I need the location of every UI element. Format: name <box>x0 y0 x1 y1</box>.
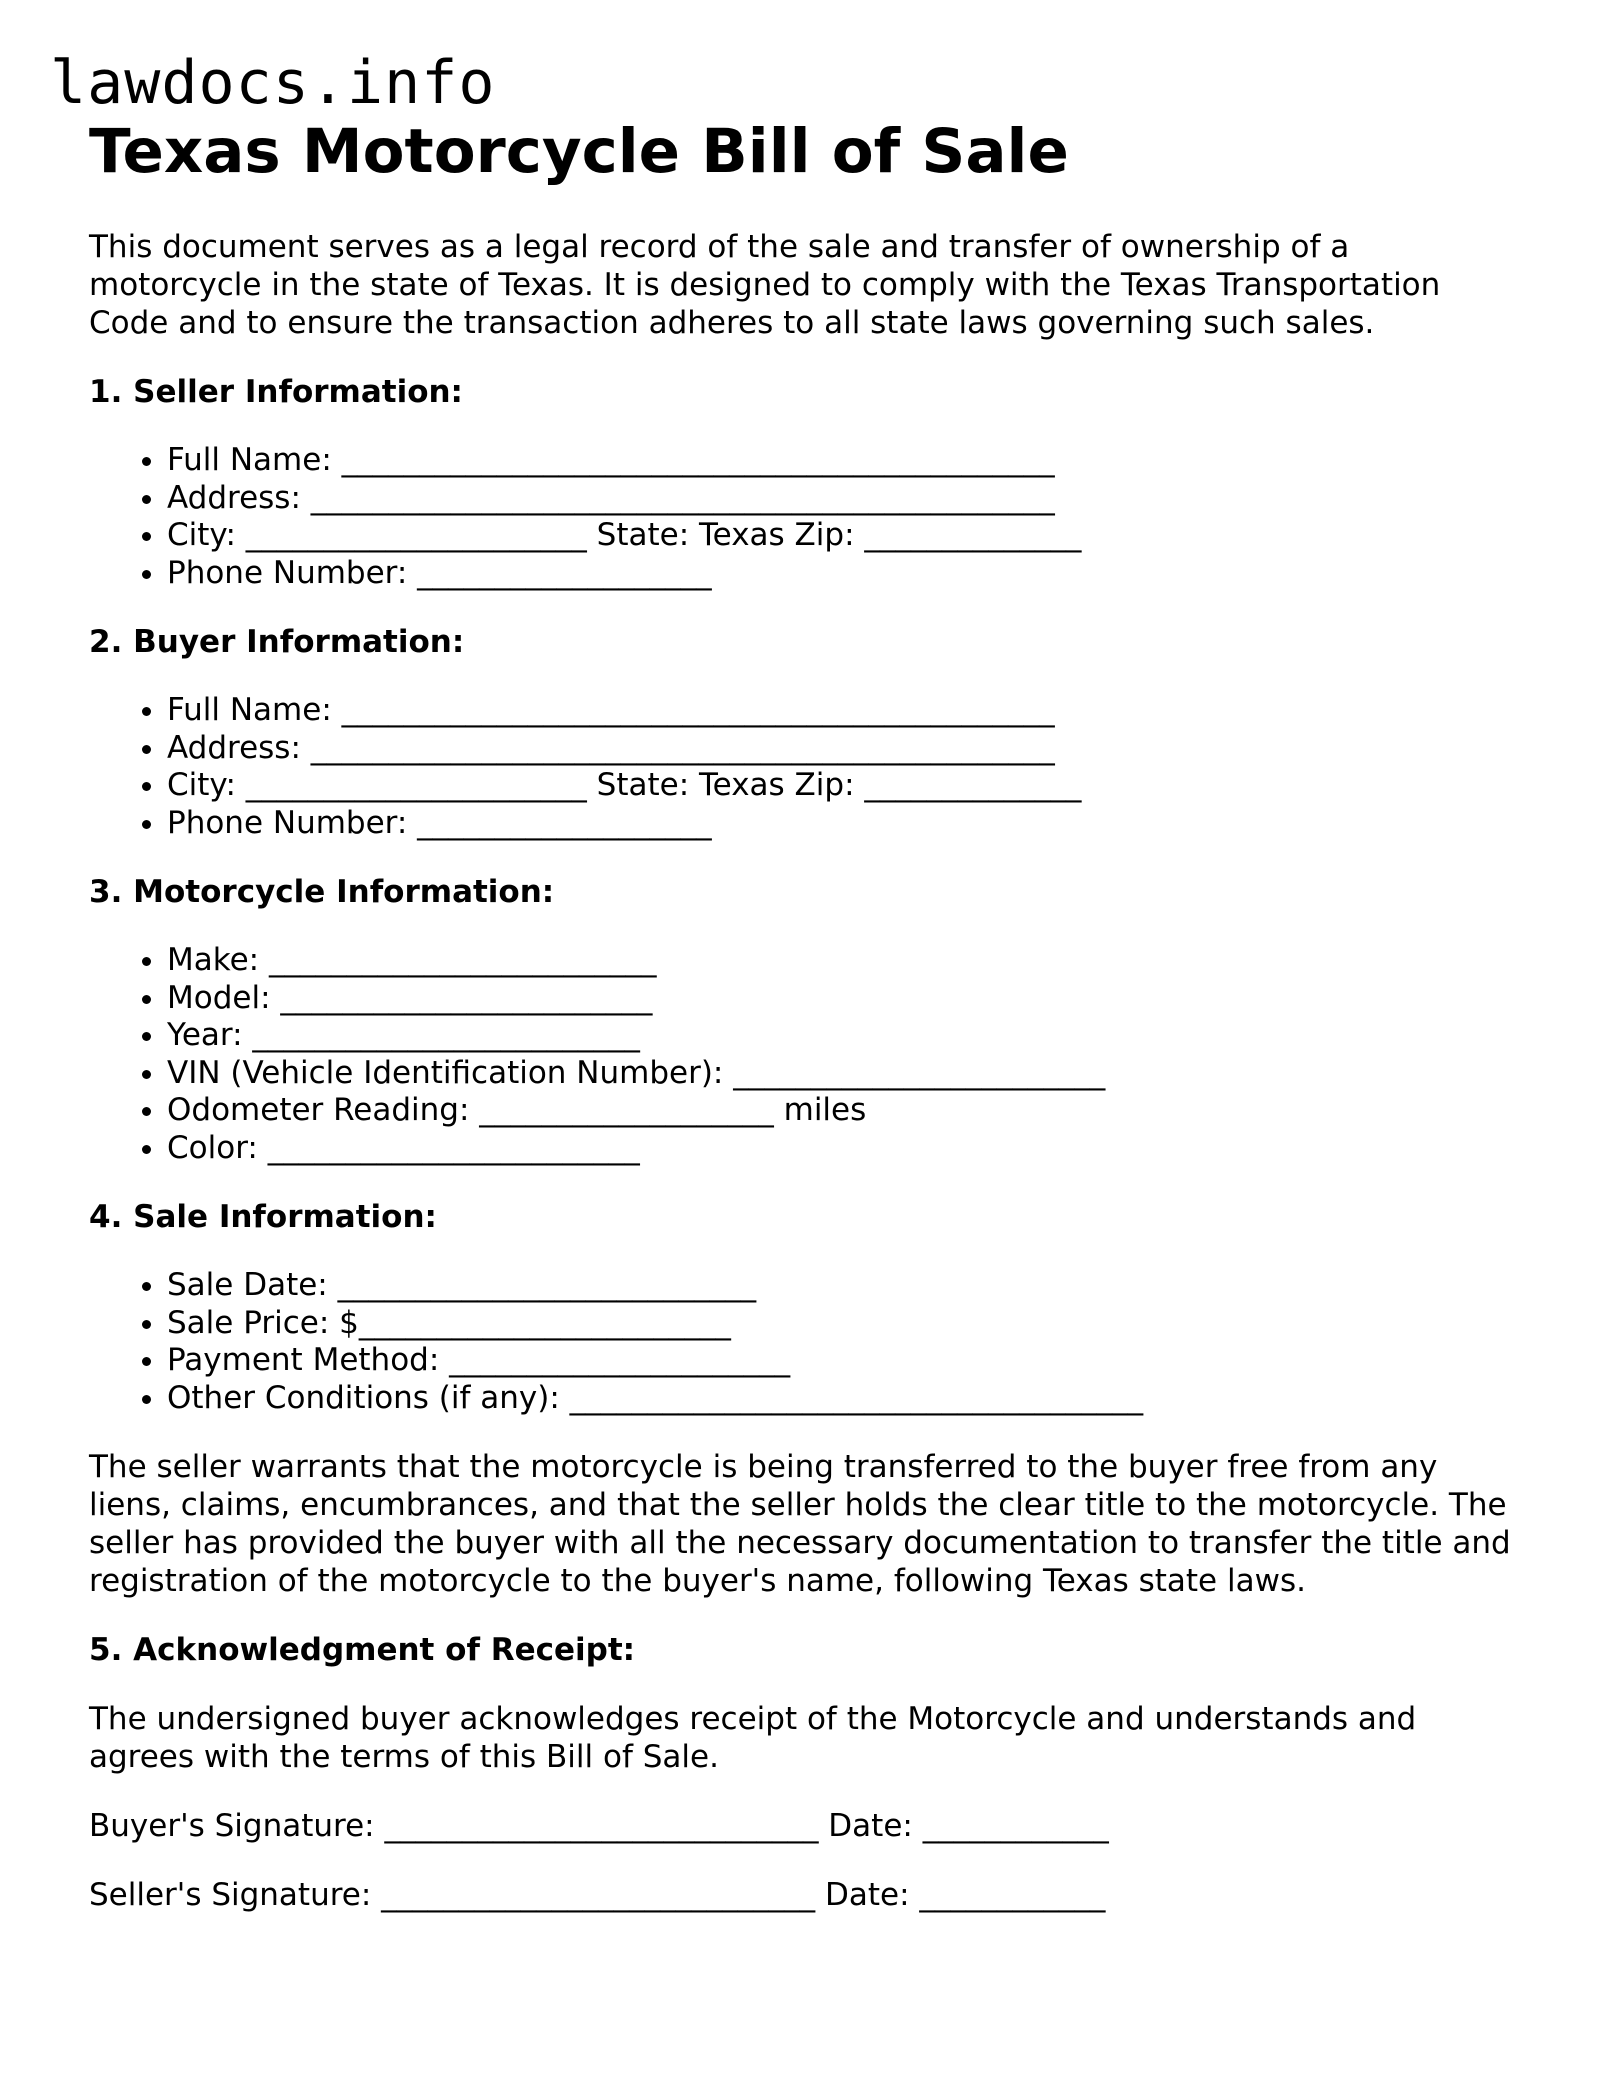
intro-paragraph: This document serves as a legal record of the sale and transfer of ownership of a motorcycle in the state of Texas. It is designed to comply with the Texas Transportation Code and to ensure the transaction adheres to all state laws governing such sales. <box>89 229 1441 341</box>
buyer-full-name-field: • Full Name: ______________________________________________ <box>167 692 1529 730</box>
buyer-section-heading: 2. Buyer Information: <box>89 624 465 660</box>
acknowledgment-section-heading: 5. Acknowledgment of Receipt: <box>89 1632 636 1668</box>
seller-phone-field: • Phone Number: ___________________ <box>167 555 1529 593</box>
payment-method-field: • Payment Method: ______________________ <box>167 1342 1529 1380</box>
buyer-signature-line: Buyer's Signature: ____________________________ Date: ____________ <box>89 1808 1109 1844</box>
vin-field: • VIN (Vehicle Identification Number): ________________________ <box>167 1055 1529 1093</box>
document-body <box>89 114 1529 1914</box>
motorcycle-field-list <box>89 942 1529 1167</box>
buyer-field-list <box>89 692 1529 842</box>
motorcycle-section-heading: 3. Motorcycle Information: <box>89 874 555 910</box>
seller-section-heading: 1. Seller Information: <box>89 374 463 410</box>
buyer-address-field: • Address: ________________________________________________ <box>167 730 1529 768</box>
seller-field-list <box>89 442 1529 592</box>
seller-full-name-field: • Full Name: ______________________________________________ <box>167 442 1529 480</box>
other-conditions-field: • Other Conditions (if any): _____________________________________ <box>167 1380 1529 1418</box>
acknowledgment-paragraph: The undersigned buyer acknowledges receipt of the Motorcycle and understands and agrees with the terms of this Bill of Sale. <box>89 1701 1417 1775</box>
sale-field-list <box>89 1267 1529 1417</box>
seller-signature-line: Seller's Signature: ____________________________ Date: ____________ <box>89 1877 1106 1913</box>
sale-date-field: • Sale Date: ___________________________ <box>167 1267 1529 1305</box>
sale-price-field: • Sale Price: $________________________ <box>167 1305 1529 1343</box>
odometer-field: • Odometer Reading: ___________________ miles <box>167 1092 1529 1130</box>
warranty-paragraph: The seller warrants that the motorcycle is being transferred to the buyer free from any liens, claims, encumbrances, and that the seller holds the clear title to the motorcycle. The seller has provided the buyer with all the necessary documentation to transfer the title and registration of the motorcycle to the buyer's name, following Texas state laws. <box>89 1449 1511 1599</box>
seller-address-field: • Address: ________________________________________________ <box>167 480 1529 518</box>
site-watermark: lawdocs.info <box>50 48 496 118</box>
make-field: • Make: _________________________ <box>167 942 1529 980</box>
model-field: • Model: ________________________ <box>167 980 1529 1018</box>
document-title: Texas Motorcycle Bill of Sale <box>89 116 1069 187</box>
buyer-phone-field: • Phone Number: ___________________ <box>167 805 1529 843</box>
year-field: • Year: _________________________ <box>167 1017 1529 1055</box>
sale-section-heading: 4. Sale Information: <box>89 1199 437 1235</box>
seller-city-state-zip-field: • City: ______________________ State: Texas Zip: ______________ <box>167 517 1529 555</box>
buyer-city-state-zip-field: • City: ______________________ State: Texas Zip: ______________ <box>167 767 1529 805</box>
color-field: • Color: ________________________ <box>167 1130 1529 1168</box>
